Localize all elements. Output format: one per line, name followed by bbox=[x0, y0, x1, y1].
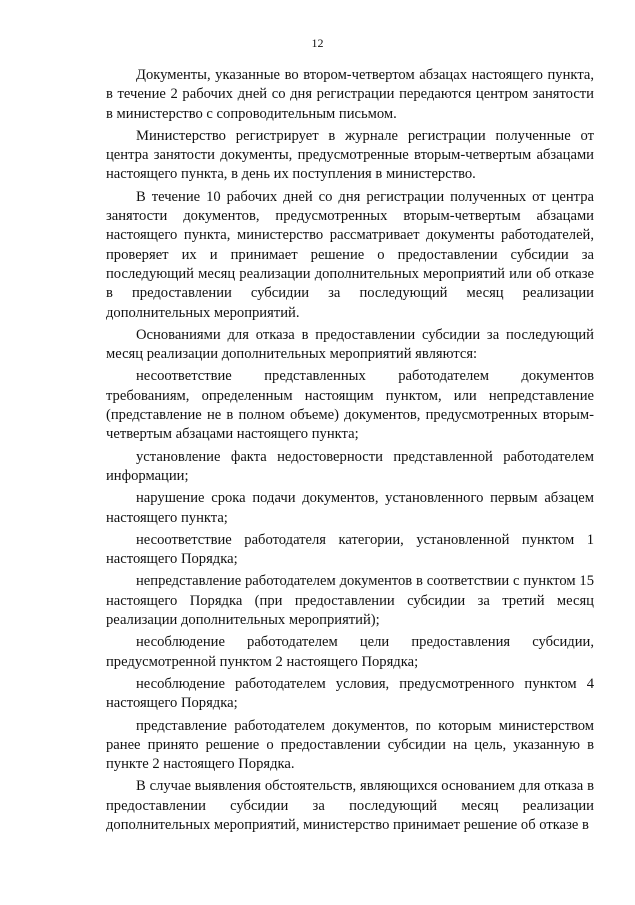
list-item: несоответствие работодателя категории, установленной пунктом 1 настоящего Порядка; bbox=[106, 531, 594, 568]
paragraph: Документы, указанные во втором-четвертом абзацах настоящего пункта, в течение 2 рабочих дней со дня регистрации передаются центром занятости в министерство с сопроводительным письмом. bbox=[106, 67, 594, 122]
list-item: непредставление работодателем документов в соответствии с пунктом 15 настоящего Порядка (при предоставлении субсидии за третий месяц реализации дополнительных мероприятий); bbox=[106, 573, 594, 629]
list-item: несоответствие представленных работодателем документов требованиям, определенным настоящим пунктом, или непредставление (представление не в полном объеме) документов, предусмотренных вторым-четвертым абзацами настоящего пункта; bbox=[106, 368, 594, 443]
document-body bbox=[106, 66, 594, 838]
paragraph: Основаниями для отказа в предоставлении субсидии за последующий месяц реализации дополнительных мероприятий являются: bbox=[106, 326, 594, 363]
list-item: нарушение срока подачи документов, установленного первым абзацем настоящего пункта; bbox=[106, 490, 594, 526]
list-item: несоблюдение работодателем цели предоставления субсидии, предусмотренной пунктом 2 настоящего Порядка; bbox=[106, 634, 594, 670]
paragraph: В течение 10 рабочих дней со дня регистрации полученных от центра занятости документов, предусмотренных вторым-четвертым абзацами настоящего пункта, министерство рассматривает документы работодателей, проверяет их и принимает решение о предоставлении субсидии за последующий месяц реализации дополнительных мероприятий или об отказе в предоставлении субсидии за последующий месяц реализации дополнительных мероприятий. bbox=[106, 188, 594, 321]
paragraph: В случае выявления обстоятельств, являющихся основанием для отказа в предоставлении субсидии за последующий месяц реализации дополнительных мероприятий, министерство принимает решение об отказе в bbox=[106, 778, 594, 833]
list-item: установление факта недостоверности представленной работодателем информации; bbox=[106, 448, 594, 484]
list-item: представление работодателем документов, по которым министерством ранее принято решение о предоставлении субсидии на цель, указанную в пункте 2 настоящего Порядка. bbox=[106, 717, 594, 773]
paragraph: Министерство регистрирует в журнале регистрации полученные от центра занятости документы, предусмотренные вторым-четвертым абзацами настоящего пункта, в день их поступления в министерство. bbox=[106, 127, 594, 183]
page-number: 12 bbox=[311, 36, 324, 50]
list-item: несоблюдение работодателем условия, предусмотренного пунктом 4 настоящего Порядка; bbox=[106, 675, 594, 712]
